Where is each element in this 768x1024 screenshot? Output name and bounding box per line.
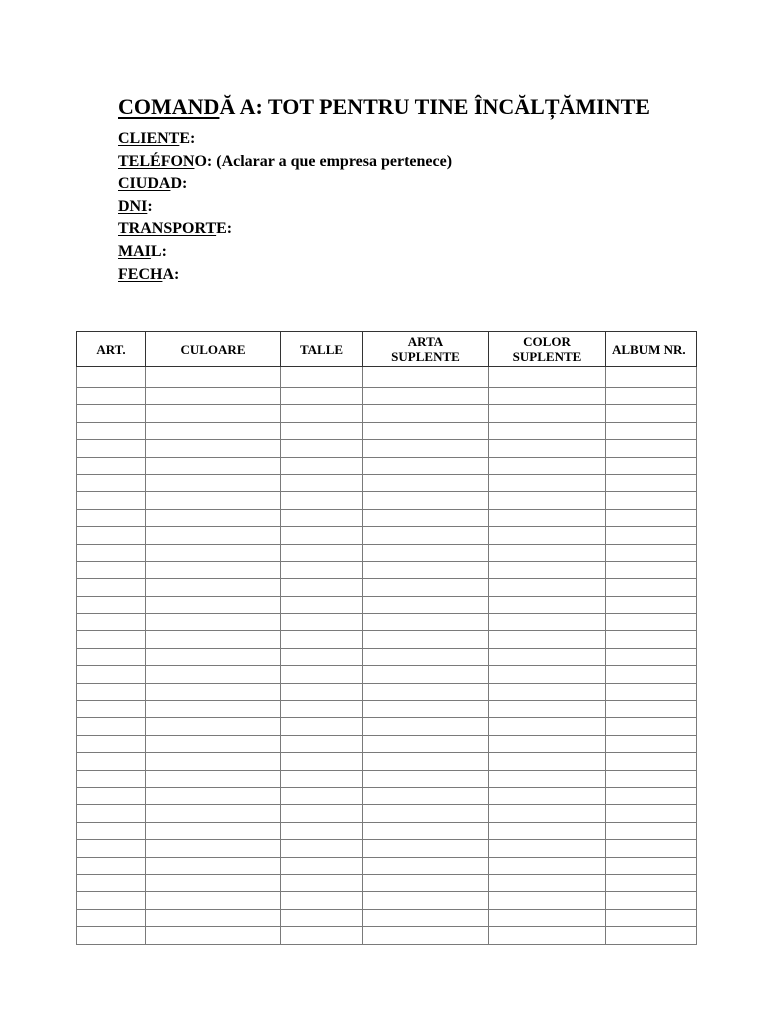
table-cell[interactable] <box>489 701 606 718</box>
page-title <box>118 93 650 121</box>
table-cell[interactable] <box>146 874 281 891</box>
table-cell[interactable] <box>77 892 146 909</box>
table-cell[interactable] <box>281 544 363 561</box>
table-cell[interactable] <box>606 648 697 665</box>
table-cell[interactable] <box>606 422 697 439</box>
table-cell[interactable] <box>489 718 606 735</box>
table-cell[interactable] <box>77 367 146 388</box>
table-cell[interactable] <box>606 367 697 388</box>
table-cell[interactable] <box>77 840 146 857</box>
table-row <box>77 805 697 822</box>
table-cell[interactable] <box>281 457 363 474</box>
table-row <box>77 388 697 405</box>
table-cell[interactable] <box>146 822 281 839</box>
table-cell[interactable] <box>606 440 697 457</box>
table-cell[interactable] <box>77 822 146 839</box>
table-cell[interactable] <box>146 735 281 752</box>
table-cell[interactable] <box>77 579 146 596</box>
table-cell[interactable] <box>606 927 697 944</box>
table-cell[interactable] <box>146 457 281 474</box>
table-cell[interactable] <box>146 909 281 926</box>
table-cell[interactable] <box>363 596 489 613</box>
table-row <box>77 474 697 491</box>
table-cell[interactable] <box>281 509 363 526</box>
table-cell[interactable] <box>606 683 697 700</box>
table-cell[interactable] <box>363 770 489 787</box>
table-cell[interactable] <box>77 596 146 613</box>
table-cell[interactable] <box>77 648 146 665</box>
table-cell[interactable] <box>146 561 281 578</box>
table-cell[interactable] <box>281 614 363 631</box>
table-row <box>77 405 697 422</box>
table-row <box>77 753 697 770</box>
table-cell[interactable] <box>146 770 281 787</box>
table-cell[interactable] <box>363 544 489 561</box>
table-row <box>77 422 697 439</box>
table-cell[interactable] <box>281 892 363 909</box>
field-dni: DNI: <box>118 197 153 215</box>
table-cell[interactable] <box>281 874 363 891</box>
table-cell[interactable] <box>77 927 146 944</box>
table-cell[interactable] <box>606 474 697 491</box>
table-cell[interactable] <box>489 614 606 631</box>
table-cell[interactable] <box>146 892 281 909</box>
table-cell[interactable] <box>281 631 363 648</box>
table-cell[interactable] <box>606 822 697 839</box>
table-row <box>77 718 697 735</box>
table-cell[interactable] <box>363 857 489 874</box>
table-cell[interactable] <box>281 666 363 683</box>
table-cell[interactable] <box>489 909 606 926</box>
table-cell[interactable] <box>77 787 146 804</box>
table-cell[interactable] <box>606 614 697 631</box>
table-cell[interactable] <box>606 631 697 648</box>
table-cell[interactable] <box>363 753 489 770</box>
table-cell[interactable] <box>363 561 489 578</box>
table-cell[interactable] <box>77 527 146 544</box>
table-cell[interactable] <box>77 474 146 491</box>
table-cell[interactable] <box>606 770 697 787</box>
table-cell[interactable] <box>363 388 489 405</box>
table-cell[interactable] <box>77 614 146 631</box>
order-fields <box>118 128 452 286</box>
column-header-culoare: CULOARE <box>146 332 281 367</box>
table-cell[interactable] <box>489 492 606 509</box>
table-row <box>77 614 697 631</box>
column-header-talle: TALLE <box>281 332 363 367</box>
table-cell[interactable] <box>363 509 489 526</box>
column-header-arta-suplente: ARTA SUPLENTE <box>363 332 489 367</box>
table-cell[interactable] <box>77 735 146 752</box>
table-cell[interactable] <box>146 718 281 735</box>
table-cell[interactable] <box>281 805 363 822</box>
title-underlined-part: COMAND <box>118 94 220 119</box>
table-cell[interactable] <box>489 666 606 683</box>
table-cell[interactable] <box>606 735 697 752</box>
table-cell[interactable] <box>77 561 146 578</box>
table-cell[interactable] <box>146 367 281 388</box>
table-cell[interactable] <box>363 892 489 909</box>
table-cell[interactable] <box>77 457 146 474</box>
table-cell[interactable] <box>606 805 697 822</box>
table-cell[interactable] <box>489 805 606 822</box>
table-cell[interactable] <box>146 753 281 770</box>
table-cell[interactable] <box>363 614 489 631</box>
table-cell[interactable] <box>489 927 606 944</box>
table-cell[interactable] <box>489 683 606 700</box>
table-cell[interactable] <box>146 527 281 544</box>
field-mail: MAIL: <box>118 242 167 260</box>
table-cell[interactable] <box>281 909 363 926</box>
table-cell[interactable] <box>146 440 281 457</box>
table-cell[interactable] <box>77 805 146 822</box>
table-cell[interactable] <box>77 631 146 648</box>
table-cell[interactable] <box>363 527 489 544</box>
table-cell[interactable] <box>281 822 363 839</box>
table-cell[interactable] <box>606 718 697 735</box>
table-cell[interactable] <box>146 579 281 596</box>
table-row <box>77 579 697 596</box>
table-row <box>77 544 697 561</box>
table-row <box>77 648 697 665</box>
table-row <box>77 561 697 578</box>
table-cell[interactable] <box>606 405 697 422</box>
table-cell[interactable] <box>363 822 489 839</box>
table-cell[interactable] <box>281 787 363 804</box>
table-cell[interactable] <box>146 474 281 491</box>
table-cell[interactable] <box>363 631 489 648</box>
table-row <box>77 909 697 926</box>
table-cell[interactable] <box>363 422 489 439</box>
table-cell[interactable] <box>146 405 281 422</box>
table-cell[interactable] <box>363 787 489 804</box>
table-cell[interactable] <box>146 683 281 700</box>
table-cell[interactable] <box>146 509 281 526</box>
table-cell[interactable] <box>146 805 281 822</box>
table-cell[interactable] <box>489 457 606 474</box>
table-cell[interactable] <box>281 561 363 578</box>
table-cell[interactable] <box>281 422 363 439</box>
table-row <box>77 666 697 683</box>
table-cell[interactable] <box>606 701 697 718</box>
table-cell[interactable] <box>146 787 281 804</box>
column-header-color-suplente: COLOR SUPLENTE <box>489 332 606 367</box>
field-ciudad: CIUDAD: <box>118 175 188 193</box>
table-row <box>77 509 697 526</box>
table-cell[interactable] <box>281 927 363 944</box>
table-cell[interactable] <box>77 718 146 735</box>
table-cell[interactable] <box>77 909 146 926</box>
table-cell[interactable] <box>77 509 146 526</box>
field-transporte: TRANSPORTE: <box>118 220 233 238</box>
table-cell[interactable] <box>281 579 363 596</box>
table-cell[interactable] <box>363 701 489 718</box>
table-cell[interactable] <box>489 509 606 526</box>
table-cell[interactable] <box>77 440 146 457</box>
table-cell[interactable] <box>146 492 281 509</box>
table-cell[interactable] <box>489 561 606 578</box>
column-header-art: ART. <box>77 332 146 367</box>
table-cell[interactable] <box>146 840 281 857</box>
table-cell[interactable] <box>489 367 606 388</box>
table-cell[interactable] <box>281 857 363 874</box>
table-cell[interactable] <box>363 683 489 700</box>
table-cell[interactable] <box>281 527 363 544</box>
table-cell[interactable] <box>363 909 489 926</box>
table-cell[interactable] <box>281 492 363 509</box>
table-cell[interactable] <box>606 874 697 891</box>
table-cell[interactable] <box>281 474 363 491</box>
table-row <box>77 527 697 544</box>
table-cell[interactable] <box>489 596 606 613</box>
table-cell[interactable] <box>606 840 697 857</box>
table-cell[interactable] <box>363 718 489 735</box>
table-row <box>77 457 697 474</box>
table-cell[interactable] <box>489 440 606 457</box>
table-cell[interactable] <box>489 892 606 909</box>
table-cell[interactable] <box>281 367 363 388</box>
table-cell[interactable] <box>606 509 697 526</box>
table-row <box>77 440 697 457</box>
table-cell[interactable] <box>489 770 606 787</box>
table-cell[interactable] <box>606 561 697 578</box>
table-cell[interactable] <box>281 770 363 787</box>
table-cell[interactable] <box>363 367 489 388</box>
table-row <box>77 631 697 648</box>
table-row <box>77 701 697 718</box>
table-cell[interactable] <box>606 527 697 544</box>
table-cell[interactable] <box>363 440 489 457</box>
table-cell[interactable] <box>77 666 146 683</box>
table-cell[interactable] <box>363 840 489 857</box>
table-row <box>77 367 697 388</box>
table-cell[interactable] <box>606 388 697 405</box>
table-cell[interactable] <box>363 457 489 474</box>
table-row <box>77 927 697 944</box>
table-cell[interactable] <box>77 422 146 439</box>
table-cell[interactable] <box>363 927 489 944</box>
table-cell[interactable] <box>363 474 489 491</box>
table-cell[interactable] <box>77 388 146 405</box>
table-cell[interactable] <box>146 857 281 874</box>
table-cell[interactable] <box>281 701 363 718</box>
table-cell[interactable] <box>606 787 697 804</box>
table-cell[interactable] <box>606 666 697 683</box>
table-cell[interactable] <box>606 596 697 613</box>
table-cell[interactable] <box>77 405 146 422</box>
table-cell[interactable] <box>146 631 281 648</box>
table-cell[interactable] <box>146 544 281 561</box>
table-cell[interactable] <box>281 440 363 457</box>
table-cell[interactable] <box>77 683 146 700</box>
table-cell[interactable] <box>489 648 606 665</box>
table-cell[interactable] <box>77 753 146 770</box>
table-cell[interactable] <box>606 857 697 874</box>
table-cell[interactable] <box>606 579 697 596</box>
column-header-album-nr: ALBUM NR. <box>606 332 697 367</box>
table-cell[interactable] <box>146 701 281 718</box>
table-cell[interactable] <box>146 927 281 944</box>
table-cell[interactable] <box>146 596 281 613</box>
table-cell[interactable] <box>489 857 606 874</box>
table-cell[interactable] <box>606 892 697 909</box>
title-rest: Ă A: TOT PENTRU TINE ÎNCĂLȚĂMINTE <box>219 94 650 119</box>
table-cell[interactable] <box>281 405 363 422</box>
table-cell[interactable] <box>489 422 606 439</box>
table-cell[interactable] <box>363 492 489 509</box>
table-cell[interactable] <box>146 422 281 439</box>
table-row <box>77 840 697 857</box>
table-row <box>77 492 697 509</box>
table-cell[interactable] <box>363 805 489 822</box>
table-cell[interactable] <box>489 735 606 752</box>
table-row <box>77 770 697 787</box>
table-cell[interactable] <box>77 701 146 718</box>
order-table-body <box>77 367 697 945</box>
field-cliente: CLIENTE: <box>118 130 196 147</box>
table-row <box>77 683 697 700</box>
table-cell[interactable] <box>489 527 606 544</box>
table-header-row <box>77 332 697 367</box>
table-cell[interactable] <box>281 683 363 700</box>
table-cell[interactable] <box>489 822 606 839</box>
table-cell[interactable] <box>77 492 146 509</box>
table-row <box>77 857 697 874</box>
table-cell[interactable] <box>281 648 363 665</box>
table-cell[interactable] <box>489 388 606 405</box>
table-cell[interactable] <box>363 666 489 683</box>
table-cell[interactable] <box>489 579 606 596</box>
table-cell[interactable] <box>146 666 281 683</box>
table-cell[interactable] <box>489 405 606 422</box>
table-cell[interactable] <box>77 857 146 874</box>
table-cell[interactable] <box>363 579 489 596</box>
table-cell[interactable] <box>489 874 606 891</box>
table-cell[interactable] <box>146 388 281 405</box>
field-telefono: TELÉFONO: (Aclarar a que empresa pertenece) <box>118 152 453 170</box>
table-cell[interactable] <box>281 735 363 752</box>
table-cell[interactable] <box>363 648 489 665</box>
table-row <box>77 874 697 891</box>
table-cell[interactable] <box>281 596 363 613</box>
table-cell[interactable] <box>363 874 489 891</box>
table-cell[interactable] <box>146 648 281 665</box>
table-cell[interactable] <box>77 770 146 787</box>
table-row <box>77 892 697 909</box>
table-row <box>77 787 697 804</box>
table-cell[interactable] <box>146 614 281 631</box>
field-telefono-note: (Aclarar a que empresa pertenece) <box>212 152 453 170</box>
table-row <box>77 822 697 839</box>
table-row <box>77 596 697 613</box>
table-cell[interactable] <box>489 544 606 561</box>
table-cell[interactable] <box>606 909 697 926</box>
table-cell[interactable] <box>281 753 363 770</box>
field-fecha: FECHA: <box>118 265 180 283</box>
table-cell[interactable] <box>606 457 697 474</box>
table-cell[interactable] <box>281 840 363 857</box>
table-cell[interactable] <box>489 787 606 804</box>
table-cell[interactable] <box>363 405 489 422</box>
table-cell[interactable] <box>606 492 697 509</box>
table-cell[interactable] <box>489 840 606 857</box>
table-cell[interactable] <box>489 474 606 491</box>
table-cell[interactable] <box>77 874 146 891</box>
table-cell[interactable] <box>489 631 606 648</box>
order-table <box>76 331 697 945</box>
table-cell[interactable] <box>281 388 363 405</box>
table-cell[interactable] <box>606 753 697 770</box>
table-row <box>77 735 697 752</box>
table-cell[interactable] <box>77 544 146 561</box>
table-cell[interactable] <box>606 544 697 561</box>
table-cell[interactable] <box>489 753 606 770</box>
table-cell[interactable] <box>281 718 363 735</box>
table-cell[interactable] <box>363 735 489 752</box>
